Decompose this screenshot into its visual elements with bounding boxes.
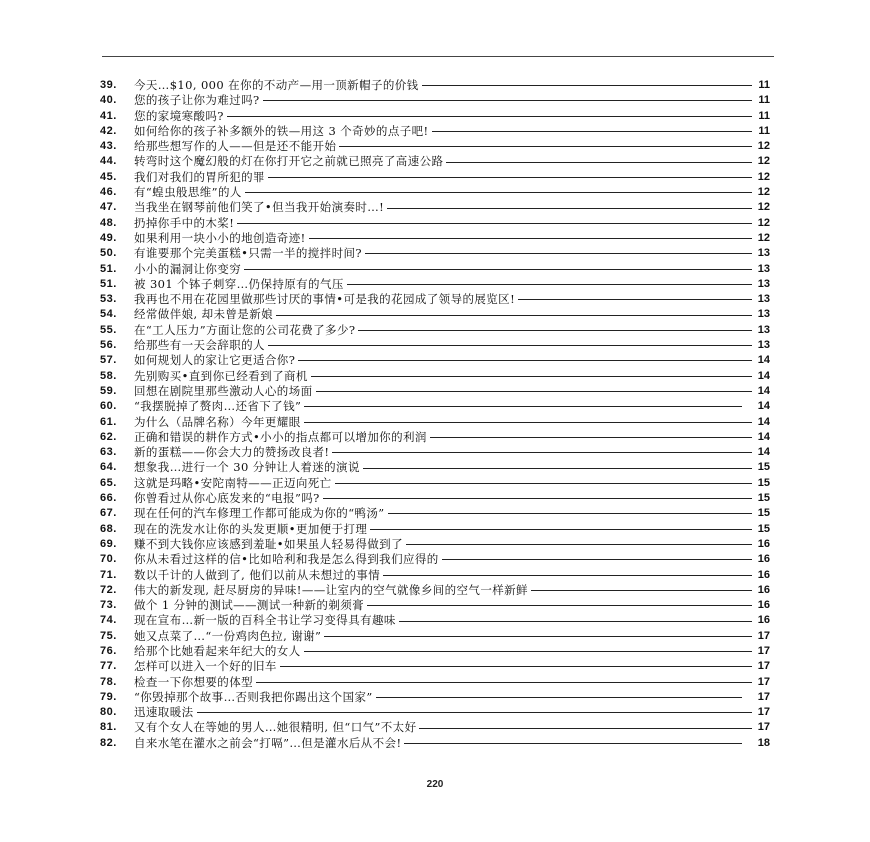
toc-entry [100,292,770,307]
toc-entry [100,246,770,261]
entry-page: 17 [757,644,770,657]
entry-title: 数以千计的人做到了, 他们以前从未想过的事情 [134,567,381,582]
entry-page: 13 [757,323,770,336]
leader-line [446,162,752,163]
entry-page: 12 [757,186,770,199]
entry-number: 64. [100,461,117,474]
leader-line [304,406,742,407]
entry-page: 12 [757,170,770,183]
entry-number: 80. [100,706,117,719]
leader-line [276,315,752,316]
entry-title: 我再也不用在花园里做那些讨厌的事情•可是我的花园成了领导的展览区! [134,292,516,307]
entry-title: 迅速取暖法 [134,705,194,720]
entry-page: 16 [757,553,770,566]
leader-line [304,651,752,652]
entry-title: 给那个比她看起来年纪大的女人 [134,643,301,658]
leader-line [227,116,752,117]
toc-entry [100,353,770,368]
leader-line [263,100,752,101]
entry-number: 55. [100,323,117,336]
toc-entry [100,384,770,399]
entry-title: 想象我…进行一个 30 分钟让人着迷的演说 [134,460,360,475]
entry-title: 现在任何的汽车修理工作都可能成为你的“鸭汤” [134,506,385,521]
entry-number: 79. [100,690,117,703]
entry-page: 12 [757,231,770,244]
entry-number: 46. [100,186,117,199]
entry-title: 转弯时这个魔幻般的灯在你打开它之前就已照亮了高速公路 [134,154,444,169]
entry-title: 伟大的新发现, 赶尽厨房的异味!——让室内的空气就像乡间的空气一样新鲜 [134,582,528,597]
leader-line [367,605,752,606]
toc-entry [100,476,770,491]
entry-page: 16 [757,614,770,627]
leader-line [339,146,752,147]
entry-page: 16 [757,583,770,596]
leader-line [332,452,752,453]
entry-page: 13 [757,262,770,275]
entry-page: 11 [758,109,770,122]
leader-line [316,391,753,392]
toc-entry [100,231,770,246]
leader-line [298,360,752,361]
toc-entry [100,537,770,552]
toc-entry [100,170,770,185]
leader-line [399,621,752,622]
entry-title: 自来水笔在灌水之前会“打嗝”…但是灌水后从不会! [134,735,402,750]
entry-title: 当我坐在钢琴前他们笑了•但当我开始演奏时…! [134,200,385,215]
leader-line [358,330,752,331]
entry-number: 42. [100,124,117,137]
toc-entry [100,154,770,169]
entry-number: 56. [100,339,117,352]
toc-entry [100,445,770,460]
entry-number: 58. [100,369,117,382]
entry-title: 扔掉你手中的木桨! [134,215,235,230]
leader-line [268,345,752,346]
entry-title: 在“工人压力”方面让您的公司花费了多少? [134,322,356,337]
leader-line [365,253,752,254]
toc-entry [100,185,770,200]
entry-title: 如何规划人的家让它更适合你? [134,353,296,368]
entry-number: 67. [100,507,117,520]
toc-entry [100,78,770,93]
entry-title: 被 301 个钵子刺穿…仍保持原有的气压 [134,276,344,291]
toc-entry [100,338,770,353]
entry-title: 给那些想写作的人——但是还不能开始 [134,139,337,154]
toc-entry [100,369,770,384]
leader-line [335,483,752,484]
entry-number: 60. [100,400,117,413]
entry-number: 57. [100,354,117,367]
entry-number: 63. [100,446,117,459]
entry-number: 73. [100,599,117,612]
toc-entry [100,736,770,751]
entry-number: 77. [100,660,117,673]
entry-title: 小小的漏洞让你变穷 [134,261,242,276]
entry-page: 12 [757,201,770,214]
toc-entry [100,583,770,598]
entry-page: 12 [757,216,770,229]
leader-line [376,697,742,698]
toc-entry [100,705,770,720]
entry-title: 有谁要那个完美蛋糕•只需一半的搅拌时间? [134,246,362,261]
leader-line [430,437,752,438]
toc-entry [100,506,770,521]
entry-number: 78. [100,675,117,688]
entry-title: 检查一下你想要的体型 [134,674,253,689]
toc-entry [100,522,770,537]
entry-page: 17 [757,675,770,688]
entry-page: 12 [757,140,770,153]
entry-title: 怎样可以进入一个好的旧车 [134,659,277,674]
entry-title: 我们对我们的胃所犯的罪 [134,169,265,184]
entry-page: 17 [757,690,770,703]
leader-line [419,728,752,729]
entry-number: 54. [100,308,117,321]
toc-entry [100,307,770,322]
entry-page: 14 [757,415,770,428]
entry-number: 50. [100,247,117,260]
entry-number: 76. [100,644,117,657]
toc-entry [100,93,770,108]
entry-title: 为什么（品牌名称）今年更耀眼 [134,414,301,429]
entry-page: 12 [757,155,770,168]
leader-line [383,575,752,576]
toc-entry [100,109,770,124]
entry-page: 14 [757,400,770,413]
entry-title: 先别购买•直到你已经看到了商机 [134,368,308,383]
entry-page: 17 [757,706,770,719]
entry-title: 回想在剧院里那些激动人心的场面 [134,383,313,398]
leader-line [280,666,752,667]
entry-title: 您的家境寒酸吗? [134,108,224,123]
entry-number: 44. [100,155,117,168]
entry-number: 68. [100,522,117,535]
leader-line [388,513,752,514]
entry-page: 18 [757,736,770,749]
entry-number: 82. [100,736,117,749]
entry-page: 16 [757,537,770,550]
entry-number: 62. [100,430,117,443]
leader-line [311,376,752,377]
entry-title: 如果利用一块小小的地创造奇迹! [134,230,306,245]
entry-page: 15 [757,461,770,474]
entry-title: 又有个女人在等她的男人…她很精明, 但“口气”不太好 [134,720,417,735]
leader-line [370,529,752,530]
entry-page: 13 [757,293,770,306]
entry-page: 15 [757,492,770,505]
entry-title: 今天…$10, 000 在你的不动产—用一顶新帽子的价钱 [134,78,419,92]
entry-title: 给那些有一天会辞职的人 [134,338,265,353]
header-rule [102,56,774,57]
entry-title: 您的孩子让你为难过吗? [134,93,260,108]
entry-title: 正确和错误的耕作方式•小小的指点都可以增加你的利润 [134,429,427,444]
leader-line [406,544,752,545]
entry-title: 现在宣布…新一版的百科全书让学习变得具有趣味 [134,613,396,628]
leader-line [309,238,752,239]
entry-page: 14 [757,384,770,397]
entry-number: 71. [100,568,117,581]
toc-entry [100,200,770,215]
toc-entry [100,139,770,154]
entry-page: 11 [758,94,770,107]
toc-entry [100,430,770,445]
leader-line [422,85,752,86]
entry-number: 75. [100,629,117,642]
leader-line [404,743,742,744]
entry-number: 74. [100,614,117,627]
toc-entry [100,277,770,292]
toc-entry [100,216,770,231]
leader-line [442,559,752,560]
page-number: 220 [426,779,444,790]
leader-line [432,131,752,132]
entry-number: 40. [100,94,117,107]
toc-entry [100,124,770,139]
toc-entry [100,644,770,659]
entry-number: 45. [100,170,117,183]
toc-entry [100,613,770,628]
toc-entry [100,552,770,567]
leader-line [197,712,753,713]
toc-entry [100,690,770,705]
entry-number: 65. [100,476,117,489]
entry-page: 16 [757,568,770,581]
entry-title: 她又点菜了…“一份鸡肉色拉, 谢谢” [134,628,322,643]
entry-number: 41. [100,109,117,122]
entry-page: 13 [757,308,770,321]
leader-line [244,269,752,270]
entry-page: 14 [757,369,770,382]
entry-page: 17 [757,629,770,642]
entry-title: 你从未看过这样的信•比如哈利和我是怎么得到我们应得的 [134,552,439,567]
toc-entry [100,460,770,475]
entry-title: “我摆脱掉了赘肉…还省下了钱” [134,399,302,414]
entry-number: 53. [100,293,117,306]
leader-line [518,299,752,300]
entry-title: 赚不到大钱你应该感到羞耻•如果虽人轻易得做到了 [134,536,403,551]
entry-page: 15 [757,476,770,489]
entry-page: 17 [757,660,770,673]
entry-number: 51. [100,262,117,275]
entry-page: 13 [757,247,770,260]
entry-number: 59. [100,384,117,397]
entry-page: 15 [757,507,770,520]
entry-number: 69. [100,537,117,550]
table-of-contents [100,78,770,751]
entry-title: 新的蛋糕——你会大力的赞扬改良者! [134,445,330,460]
leader-line [237,223,752,224]
toc-entry [100,323,770,338]
entry-number: 81. [100,721,117,734]
entry-number: 39. [100,79,117,91]
entry-number: 66. [100,492,117,505]
entry-page: 11 [758,79,770,91]
entry-number: 48. [100,216,117,229]
toc-entry [100,629,770,644]
leader-line [363,468,752,469]
entry-page: 14 [757,354,770,367]
toc-entry [100,399,770,414]
entry-title: 有“蝗虫般思维”的人 [134,185,242,200]
entry-title: “你毁掉那个故事…否则我把你踢出这个国家” [134,689,373,704]
entry-number: 47. [100,201,117,214]
toc-entry [100,720,770,735]
entry-number: 43. [100,140,117,153]
leader-line [347,284,752,285]
leader-line [323,498,752,499]
leader-line [268,177,752,178]
leader-line [245,192,752,193]
entry-number: 51. [100,277,117,290]
toc-entry [100,491,770,506]
entry-page: 13 [757,277,770,290]
entry-title: 做个 1 分钟的测试——测试一种新的剃须膏 [134,598,365,613]
entry-number: 61. [100,415,117,428]
entry-page: 14 [757,430,770,443]
entry-title: 现在的洗发水让你的头发更顺•更加便于打理 [134,521,368,536]
entry-page: 11 [758,124,770,137]
entry-page: 14 [757,446,770,459]
toc-entry [100,568,770,583]
toc-entry [100,659,770,674]
toc-entry [100,262,770,277]
entry-title: 经常做伴娘, 却未曾是新娘 [134,307,274,322]
leader-line [324,636,752,637]
entry-title: 如何给你的孩子补多额外的铁—用这 3 个奇妙的点子吧! [134,123,429,138]
entry-title: 你曾看过从你心底发来的“电报”吗? [134,491,320,506]
entry-title: 这就是玛略•安陀南特——正迈向死亡 [134,475,332,490]
entry-page: 15 [757,522,770,535]
entry-number: 49. [100,231,117,244]
entry-page: 13 [757,339,770,352]
toc-entry [100,675,770,690]
entry-page: 17 [757,721,770,734]
leader-line [256,682,752,683]
entry-number: 72. [100,583,117,596]
toc-entry [100,598,770,613]
leader-line [304,422,752,423]
leader-line [531,590,752,591]
toc-entry [100,415,770,430]
entry-page: 16 [757,599,770,612]
entry-number: 70. [100,553,117,566]
leader-line [387,208,752,209]
